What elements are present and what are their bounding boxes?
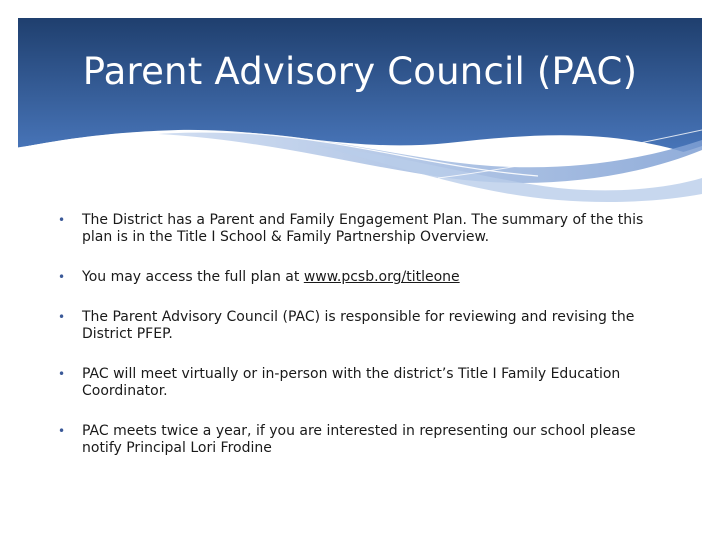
bullet-dot-icon: • [58, 424, 66, 438]
bullet-text: PAC will meet virtually or in-person with the district’s Title I Family Education Coordinator. [82, 366, 621, 399]
bullet-dot-icon: • [58, 367, 66, 381]
bullet-list [58, 212, 678, 457]
slide-title: Parent Advisory Council (PAC) [82, 50, 638, 93]
bullet-item [58, 309, 678, 343]
bullet-item [58, 269, 678, 286]
title-banner [18, 18, 702, 204]
bullet-item [58, 423, 678, 457]
bullet-text: The District has a Parent and Family Engagement Plan. The summary of the this plan is in the Title I School & Family Partnership Overview. [82, 212, 644, 245]
bullet-item [58, 366, 678, 400]
bullet-text: The Parent Advisory Council (PAC) is responsible for reviewing and revising the District PFEP. [82, 309, 635, 342]
bullet-text: PAC meets twice a year, if you are interested in representing our school please notify Principal Lori Frodine [82, 423, 636, 456]
titleone-link[interactable]: www.pcsb.org/titleone [303, 269, 460, 285]
bullet-item [58, 212, 678, 246]
bullet-dot-icon: • [58, 270, 66, 284]
bullet-text: You may access the full plan at [82, 269, 304, 285]
bullet-dot-icon: • [58, 310, 66, 324]
banner-wave-graphic [18, 18, 702, 204]
bullet-dot-icon: • [58, 213, 66, 227]
